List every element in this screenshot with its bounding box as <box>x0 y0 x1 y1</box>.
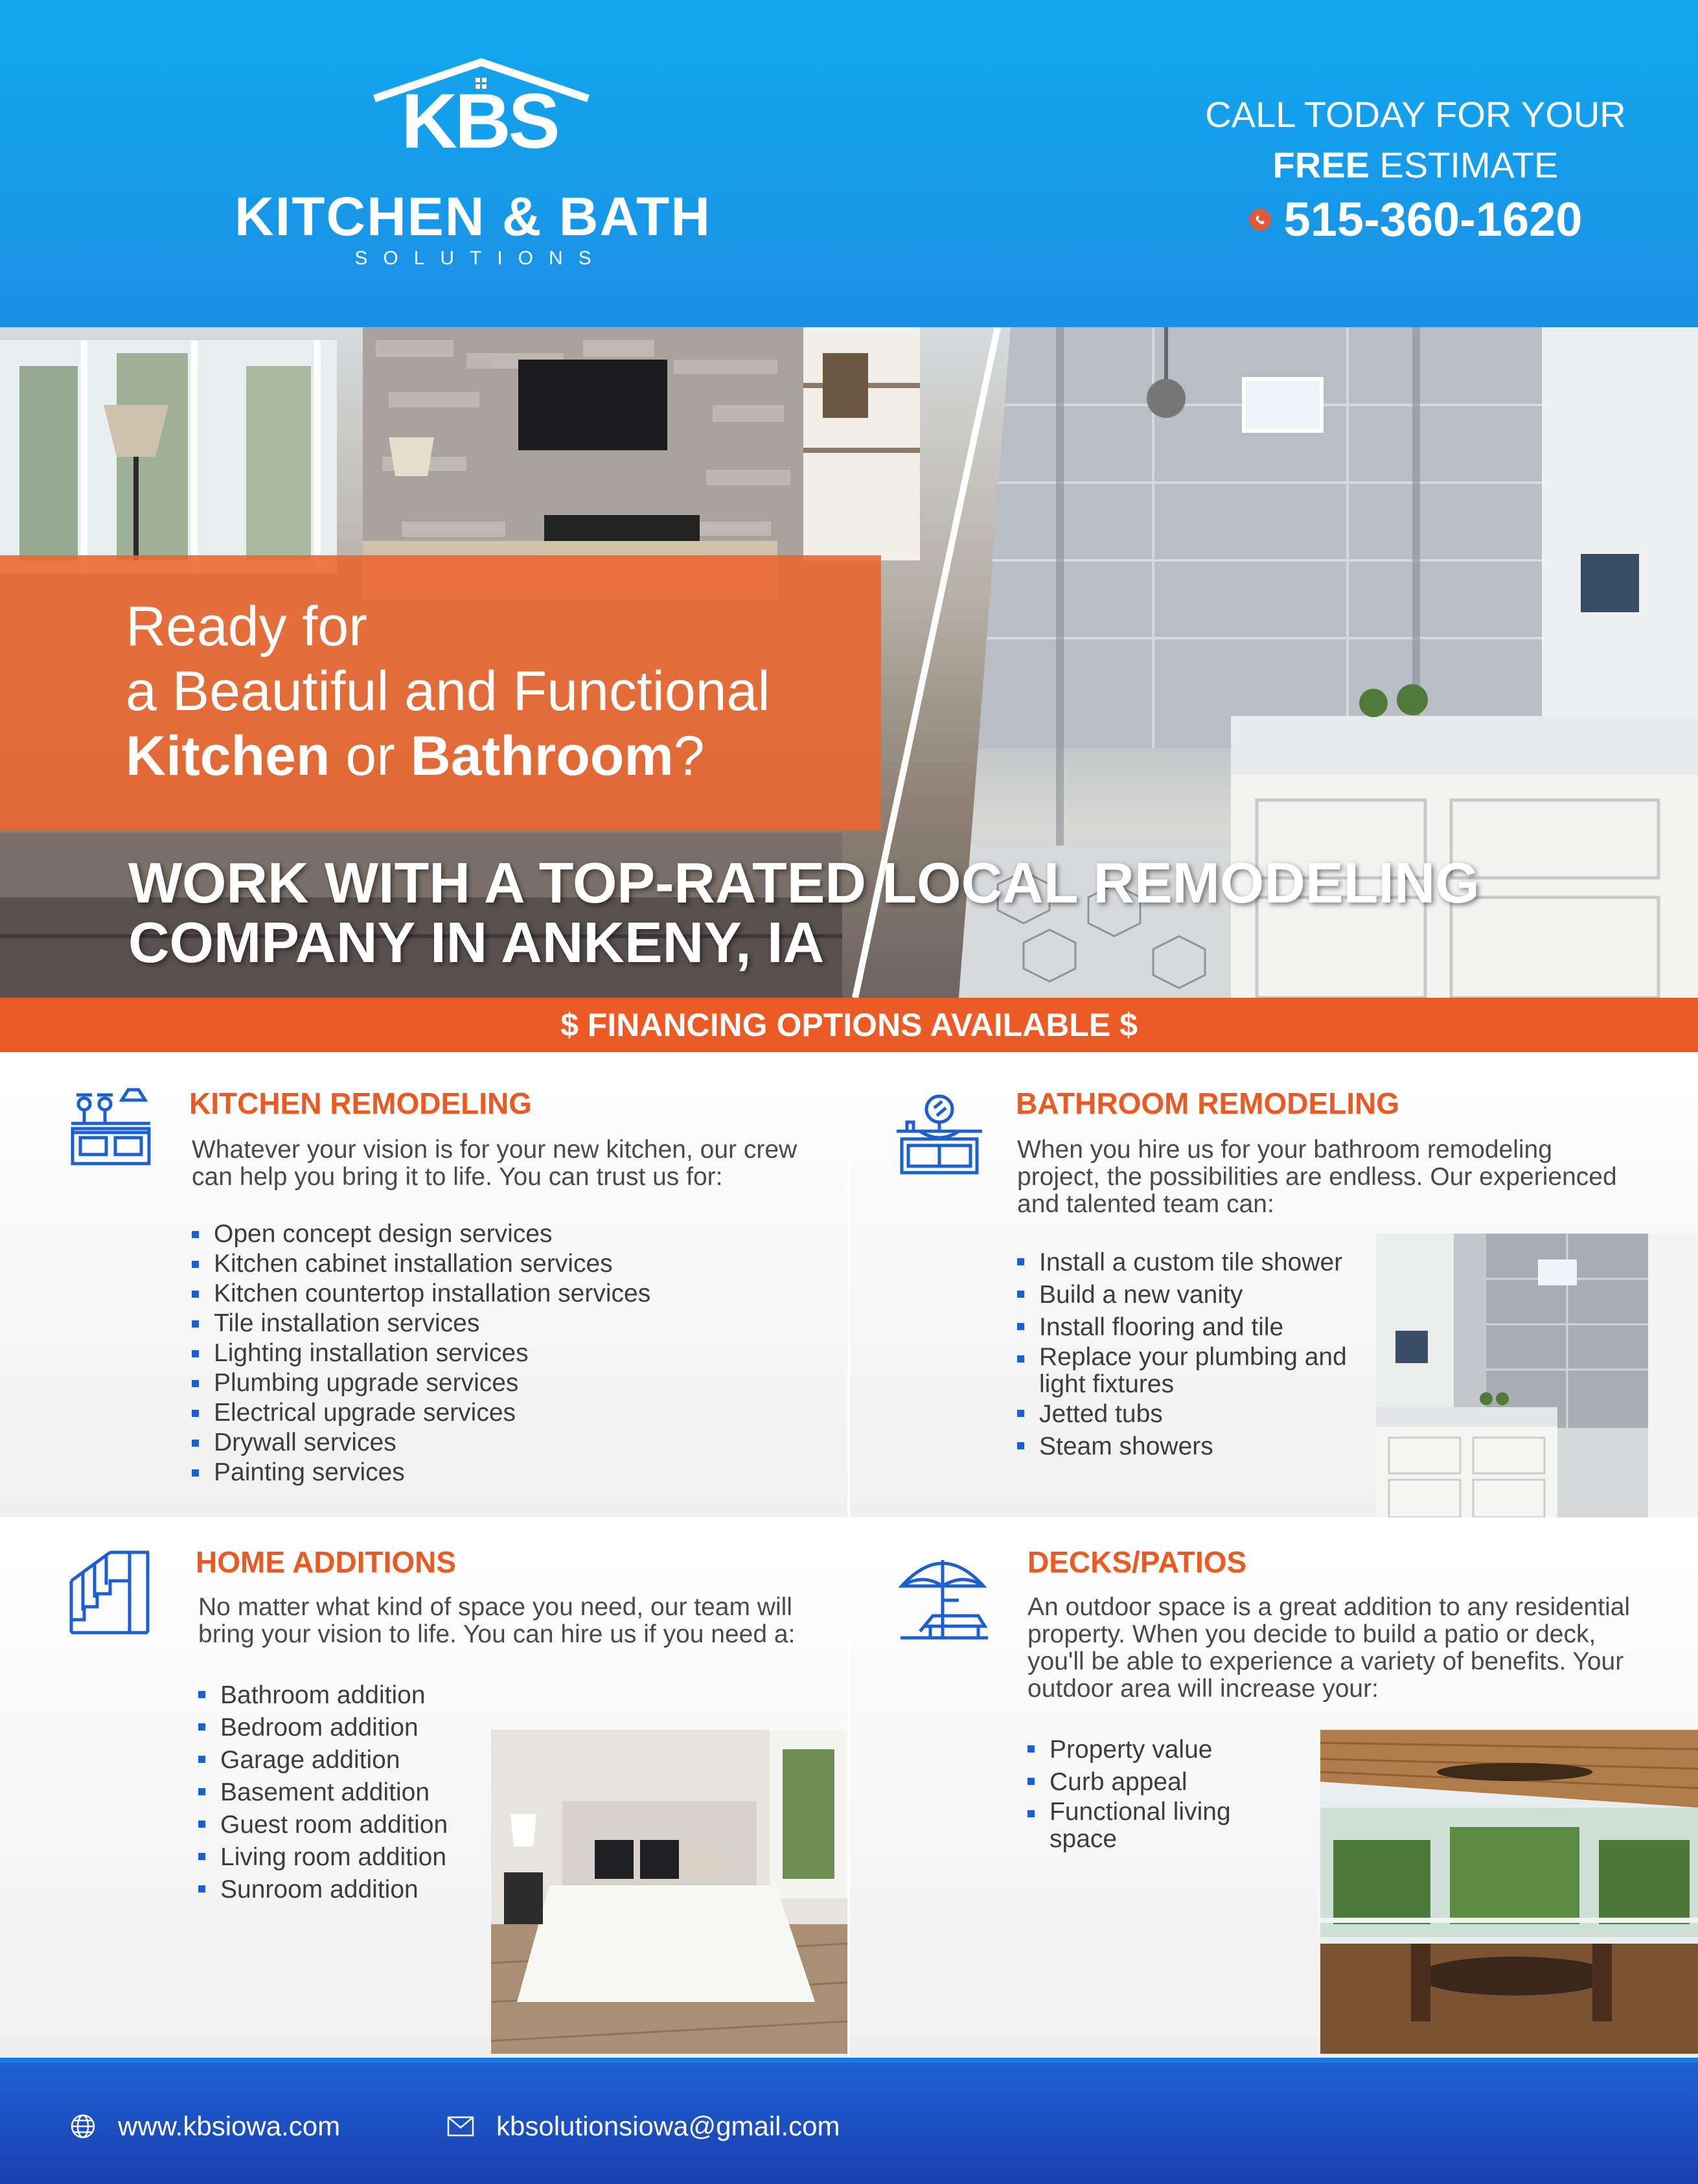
patio-umbrella-icon <box>894 1554 991 1644</box>
list-item: Lighting installation services <box>192 1339 650 1368</box>
porch-photo <box>1320 1730 1698 2054</box>
globe-icon <box>70 2113 96 2139</box>
list-item: Living room addition <box>198 1841 448 1874</box>
website-link[interactable] <box>70 2111 340 2142</box>
list-item: Jetted tubs <box>1017 1398 1347 1431</box>
cta-free: FREE <box>1272 144 1370 185</box>
hero-subheadline <box>128 853 1489 972</box>
email-link[interactable] <box>447 2111 840 2142</box>
phone-number: 515-360-1620 <box>1283 192 1583 246</box>
list-item: Guest room addition <box>198 1809 448 1841</box>
envelope-icon <box>447 2116 474 2137</box>
decks-benefits-list <box>1027 1734 1231 1853</box>
list-item: Curb appeal <box>1027 1766 1231 1799</box>
logo-tagline: SOLUTIONS <box>354 247 607 269</box>
list-item: Sunroom addition <box>198 1874 448 1906</box>
additions-title: HOME ADDITIONS <box>196 1545 457 1579</box>
kitchen-services-list <box>192 1219 650 1488</box>
list-item: Steam showers <box>1017 1431 1347 1463</box>
home-additions-section <box>0 1517 847 2058</box>
list-item: Install a custom tile shower <box>1017 1247 1347 1279</box>
hero-banner <box>0 327 1698 998</box>
list-item: Electrical upgrade services <box>192 1398 650 1428</box>
kitchen-description: Whatever your vision is for your new kitchen, our crew can help you bring it to life. You can trust us for: <box>192 1136 797 1191</box>
company-logo[interactable] <box>207 58 739 272</box>
list-item: Bathroom addition <box>198 1679 448 1712</box>
bedroom-photo <box>491 1730 847 2054</box>
bathroom-services-list <box>1017 1247 1347 1463</box>
stairs-icon <box>65 1548 155 1639</box>
bathroom-photo <box>1376 1234 1698 1517</box>
phone-icon <box>1249 209 1271 231</box>
list-item: Kitchen countertop installation services <box>192 1279 650 1309</box>
footer <box>0 2058 1698 2184</box>
list-item: Drywall services <box>192 1428 650 1458</box>
list-item: Build a new vanity <box>1017 1279 1347 1311</box>
hero-headline <box>126 594 770 788</box>
website-text: www.kbsiowa.com <box>118 2111 341 2141</box>
subheadline-line-1: WORK WITH A TOP-RATED LOCAL REMODELING <box>128 851 1480 915</box>
bathroom-description: When you hire us for your bathroom remodeling project, the possibilities are endless. Our experienced and talented team can: <box>1017 1136 1617 1218</box>
list-item: Functional living space <box>1027 1799 1231 1853</box>
decks-title: DECKS/PATIOS <box>1027 1545 1247 1579</box>
logo-monogram: KBS <box>401 78 558 165</box>
list-item: Property value <box>1027 1734 1231 1766</box>
financing-banner: $ FINANCING OPTIONS AVAILABLE $ <box>0 998 1698 1052</box>
header <box>0 0 1698 327</box>
cta-estimate: ESTIMATE <box>1379 144 1559 185</box>
list-item: Open concept design services <box>192 1219 650 1249</box>
additions-description: No matter what kind of space you need, our team will bring your vision to life. You can hire us if you need a: <box>198 1593 796 1648</box>
list-item: Replace your plumbing and light fixtures <box>1017 1344 1347 1398</box>
headline-line-1: Ready for <box>126 595 367 658</box>
list-item: Basement addition <box>198 1776 448 1809</box>
list-item: Garage addition <box>198 1744 448 1776</box>
subheadline-line-2: COMPANY IN ANKENY, IA <box>128 910 825 974</box>
kitchen-remodeling-section <box>0 1052 847 1517</box>
bathroom-remodeling-section <box>850 1052 1698 1517</box>
phone-number-link[interactable] <box>1179 190 1652 249</box>
cta-free-estimate <box>1179 140 1652 190</box>
decks-patios-section <box>850 1517 1698 2058</box>
list-item: Painting services <box>192 1458 650 1488</box>
headline-line-2: a Beautiful and Functional <box>126 660 770 722</box>
list-item: Kitchen cabinet installation services <box>192 1249 650 1279</box>
list-item: Plumbing upgrade services <box>192 1368 650 1398</box>
headline-line-3: Kitchen or Bathroom? <box>126 725 705 787</box>
bathroom-vanity-icon <box>894 1091 985 1182</box>
kitchen-stove-icon <box>69 1086 153 1170</box>
list-item: Bedroom addition <box>198 1712 448 1744</box>
logo-name: KITCHEN & BATH <box>235 186 711 247</box>
list-item: Tile installation services <box>192 1309 650 1339</box>
call-to-action <box>1179 89 1652 249</box>
bathroom-title: BATHROOM REMODELING <box>1016 1086 1400 1120</box>
list-item: Install flooring and tile <box>1017 1311 1347 1344</box>
kitchen-title: KITCHEN REMODELING <box>189 1086 532 1120</box>
decks-description: An outdoor space is a great addition to any residential property. When you decide to build a patio or deck, you'll be able to experience a variety of benefits. Your outdoor area will increase your: <box>1027 1593 1631 1703</box>
cta-line: CALL TODAY FOR YOUR <box>1205 94 1626 135</box>
additions-list <box>198 1679 448 1906</box>
email-text: kbsolutionsiowa@gmail.com <box>496 2111 840 2141</box>
